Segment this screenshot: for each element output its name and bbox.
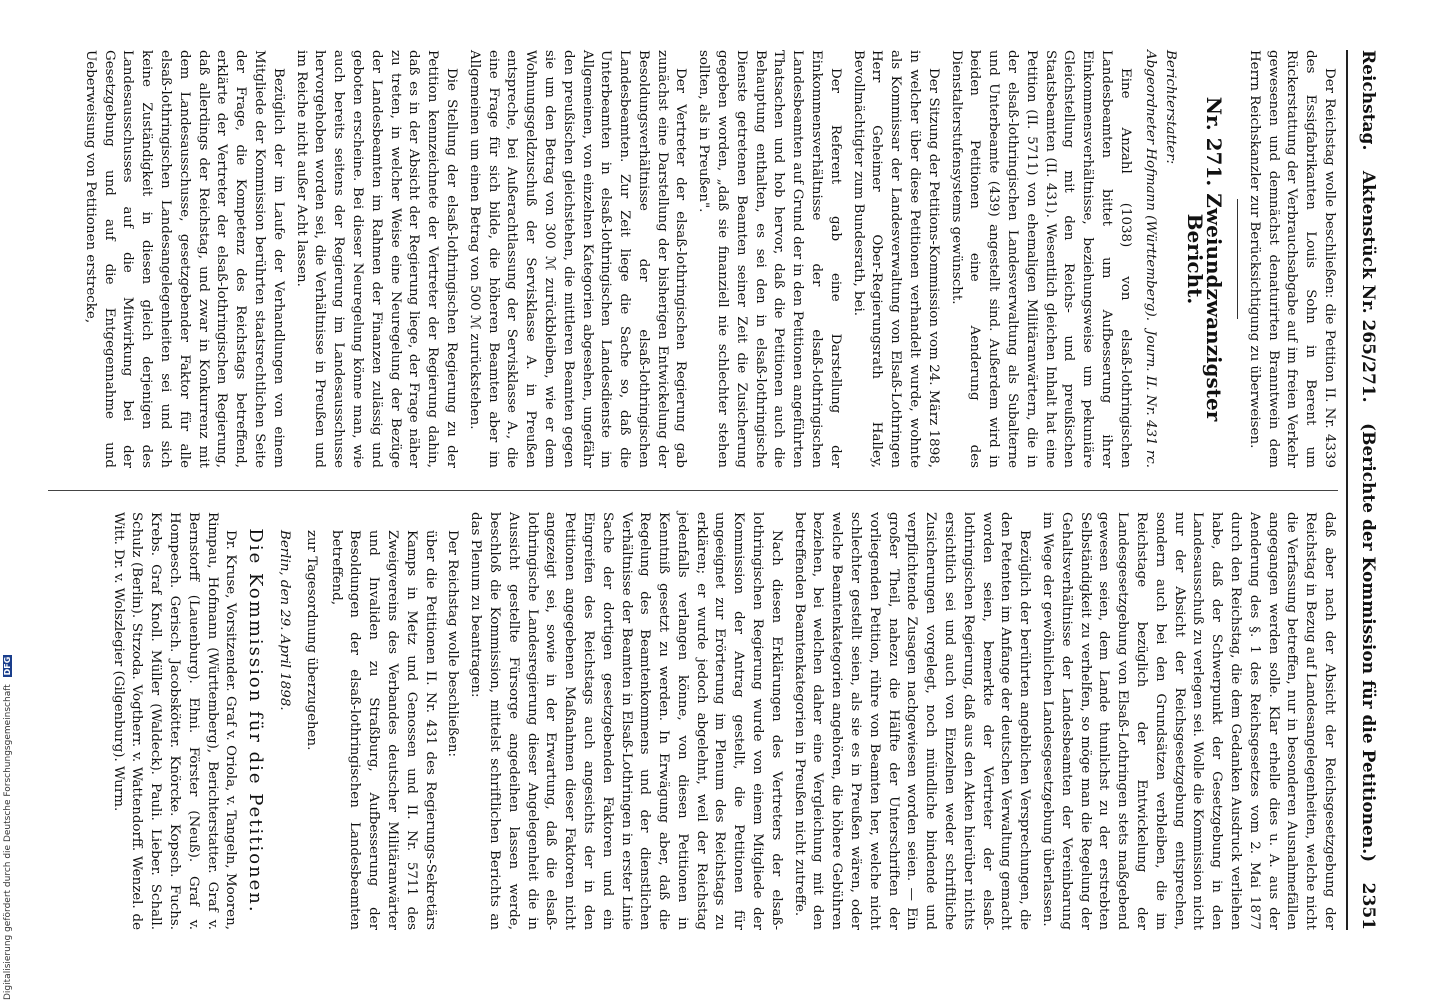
- credit-text: Digitalisierung gefördert durch die Deutsche Forschungsgemeinschaft: [3, 684, 13, 1000]
- resolution-lead: Der Reichstag wolle beschließen:: [445, 530, 461, 758]
- header-left: Reichstag.: [1358, 50, 1378, 151]
- journal-ref: Journ. II. Nr. 431 rc.: [1142, 330, 1158, 468]
- paragraph: daß aber nach der Absicht der Reichsgesetzgebung der Reichstag in Bezug auf Landesangelegenheiten, welche nicht die Verfassung betreffen, nur in besonderen Ausnahmefällen angegangen werden solle. Klar erhelle dies u. A. aus der Aenderung des §. 1 des Reichsgesetzes vom 2. Mai 1877 durch den Reichstag, die dem Gedanken Ausdruck verliehen habe, daß der Schwerpunkt der Gesetzgebung in den Landesausschuß zu verlegen sei. Wolle die Kommission nicht nur der Absicht der Reichsgesetzgebung entsprechen, sondern auch bei den Grundsätzen verbleiben, die im Reichstage bezüglich der Entwickelung der Landesgesetzgebung von Elsaß-Lothringen stets maßgebend gewesen seien, dem Lande thunlichst zu der erstrebten Selbständigkeit zu verhelfen, so möge man die Regelung der Gehaltsverhältnisse der Landesbeamten der Vereinbarung im Wege der gewöhnlichen Landesgesetzgebung überlassen.: [1040, 512, 1337, 930]
- paragraph: Eine Anzahl (1038) von elsaß-lothringischen Landesbeamten bittet um Aufbesserung ihrer Einkommensverhältnisse, beziehungsweise um pekuniäre Gleichstellung mit den Reichs- und preußischen Staatsbeamten (II. 431). Wesentlich gleichen Inhalt hat eine Petition (II. 5711) von ehemaligen Militäranwärtern, die in der elsaß-lothringischen Landesverwaltung als Subalterne und Unterbeamte (439) angestellt sind. Außerdem wird in beiden Petitionen eine Aenderung des Dienstalterstufensystems gewünscht.: [948, 50, 1133, 468]
- place-date: Berlin, den 29. April 1898.: [276, 530, 292, 711]
- dfg-logo: DFG: [3, 656, 12, 676]
- paragraph: Nach diesen Erklärungen des Vertreters der elsaß-lothringischen Regierung wurde von einem Mitgliede der Kommission der Antrag gestellt, die Petitionen für ungeeignet zur Erörterung im Plenum des Reichstags zu erklären; er wurde jedoch abgelehnt, weil der Reichstag jedenfalls verlangen könne, von diesen Petitionen in Kenntniß gesetzt zu werden. In Erwägung aber, daß die Regelung des Beamtenkommens und der dienstlichen Verhältnisse der Beamten in Elsaß-Lothringen in erster Linie Sache der dortigen gesetzgebenden Faktoren und ein Eingreifen des Reichstags auch angesichts der in den Petitionen angegebenen Maßnahmen dieser Faktoren nicht angezeigt sei, sowie in der Erwartung, daß die elsaß-lothringische Landesregierung dieser Angelegenheit die in Aussicht gestellte Fürsorge angedeihen lassen werde, beschloß die Kommission, mittelst schriftlichen Berichts an das Plenum zu beantragen:: [468, 512, 784, 930]
- page-number: 2351: [1358, 882, 1378, 930]
- running-head: [1346, 50, 1388, 930]
- paragraph: Der Sitzung der Petitions-Kommission vom 24. März 1898, in welcher über diese Petitionen verhandelt wurde, wohnte als Kommissar der Landesverwaltung von Elsaß-Lothringen Herr Geheimer Ober-Regierungsrath Halley, Bevollmächtigter zum Bundesrath, bei.: [850, 50, 941, 468]
- side-credit-text: [3, 600, 15, 1000]
- paragraph: Bezüglich der im Laufe der Verhandlungen von einem Mitgliede der Kommission berührten staatsrechtlichen Seite der Frage, die Kompetenz des Reichstags betreffend, erklärte der Vertreter der elsaß-lothringischen Regierung, daß allerdings der Reichstag, und zwar in Konkurrenz mit dem Landesausschusse, gesetzgebender Faktor für alle elsaß-lothringischen Landesangelegenheiten sei und sich keine Zuständigkeit in diesen gleich derjenigen des Landesausschusses auf die Mitwirkung bei der Gesetzgebung und auf die Entgegennahme und Ueberweisung von Petitionen erstrecke,: [82, 50, 286, 468]
- intro-resolution: Der Reichstag wolle beschließen: die Petition II. Nr. 4339 des Essigfabrikanten Louis Sohn in Berent um Rückerstattung der Verbrauchsabgabe auf im freien Verkehr gewesenen und demnächst denaturirten Branntwein dem Herrn Reichskanzler zur Berücksichtigung zu überweisen.: [1246, 50, 1337, 468]
- reporter-label: Berichterstatter:: [1163, 50, 1179, 165]
- column-rule: [48, 490, 1338, 491]
- reporter-name: Abgeordneter Hofmann (Württemberg).: [1142, 50, 1158, 321]
- committee-title: Die Kommission für die Petitionen.: [245, 528, 267, 914]
- side-credit: [0, 0, 14, 1000]
- header-right-label: (Berichte der Kommission für die Petitionen.): [1358, 423, 1378, 863]
- reporter-ref-line: [1140, 50, 1159, 468]
- paragraph: Die Stellung der elsaß-lothringischen Regierung zu der Petition kennzeichnete der Vertreter der Regierung dahin, daß es in der Absicht der Regierung liege, der Frage näher zu treten, in welcher Weise eine Neuregelung der Bezüge der Landesbeamten im Rahmen der Finanzen zulässig und geboten erscheine. Bei dieser Neuregelung könne man, wie auch bereits seitens der Regierung im Landesausschusse hervorgehoben worden sei, die Verhältnisse in Preußen und im Reiche nicht außer Acht lassen.: [293, 50, 459, 468]
- paragraph: Der Vertreter der elsaß-lothringischen Regierung gab zunächst eine Darstellung der bisherigen Entwickelung der Besoldungsverhältnisse der elsaß-lothringischen Landesbeamten. Zur Zeit liege die Sache so, daß die Unterbeamten in elsaß-lothringischen Landesdienste im Allgemeinen, von einzelnen Kategorien abgesehen, ungefähr den preußischen gleichstehen, die mittleren Beamten gegen sie um den Betrag von 300 ℳ zurückbleiben, wie er dem Wohnungsgeldzuschuß der Servisklasse A. in Preußen entspreche, bei Außerachtlassung der Servisklasse A., die eine Frage für sich bilde, die höheren Beamten aber im Allgemeinen um einen Betrag von 500 ℳ zurückstehen.: [466, 50, 689, 468]
- reporter-block: [1161, 50, 1180, 468]
- rotated-page: [20, 10, 1400, 970]
- right-column: [104, 512, 1338, 930]
- report-title: Nr. 271. Zweiundzwanzigster Bericht.: [1183, 96, 1227, 422]
- paragraph: Der Referent gab eine Darstellung der Einkommensverhältnisse der elsaß-lothringischen Landesbeamten auf Grund der in den Petitionen angeführten Thatsachen und hob hervor, daß die Petitionen auch die Behauptung enthalten, es sei den in elsaß-lothringische Dienste getretenen Beamten seiner Zeit die Zusicherung gegeben worden, „daß sie finanziell nie schlechter stehen sollten, als in Preußen".: [696, 50, 843, 468]
- divider: [1237, 199, 1238, 319]
- resolution-end: zur Tagesordnung überzugehen.: [303, 530, 319, 751]
- paragraph: Bezüglich der berührten angeblichen Versprechungen, die den Petenten im Anfange der deutschen Verwaltung gemacht worden seien, bemerkte der Vertreter der elsaß-lothringischen Regierung, daß aus den Akten hierüber nichts ersichtlich sei und auch von Einzelnen weder schriftliche Zusicherungen vorgelegt, noch mündliche bindende und verpflichtende Zusagen nachgewiesen worden seien. — Ein großer Theil, nahezu die Hälfte der Unterschriften der vorliegenden Petition, rühre von Beamten her, welche nicht schlechter gestellt seien, als sie es in Preußen wären, oder welche Beamtenkategorien angehören, die höhere Gebühren beziehen, bei welchen daher eine Vergleichung mit den betreffenden Beamtenkategorien in Preußen nicht zutreffe.: [791, 512, 1033, 930]
- header-center: Aktenstück Nr. 265/271.: [1358, 170, 1378, 403]
- committee-members: Dr. Kruse, Vorsitzender. Graf v. Oriola, v. Tangeln, Mooren, Rimpau, Hofmann (Württemberg), Berichterstatter. Graf v. Bernstorff (Lauenburg). Ehni. Förster (Neuß). Graf v. Hompesch. Gerisch. Jacobskötter. Knörcke. Kopsch. Fuchs. Krebs. Graf Knoll. Müller (Waldeck). Pauli. Lieber. Schall. Schulz (Berlin). Strzoda. Vogtherr. v. Wattendorff. Wenzel. de Witt. Dr. v. Wolszlegier (Gilgenburg). Wurm.: [110, 512, 239, 930]
- resolution-body: über die Petitionen II. Nr. 431 des Regierungs-Sekretärs Kamps in Metz und Genossen und II. Nr. 5711 des Zweigvereins des Verbandes deutscher Militäranwärter und Invaliden zu Straßburg, Aufbesserung der Besoldungen der elsaß-lothringischen Landesbeamten betreffend,: [328, 530, 438, 930]
- left-column: [76, 50, 1338, 468]
